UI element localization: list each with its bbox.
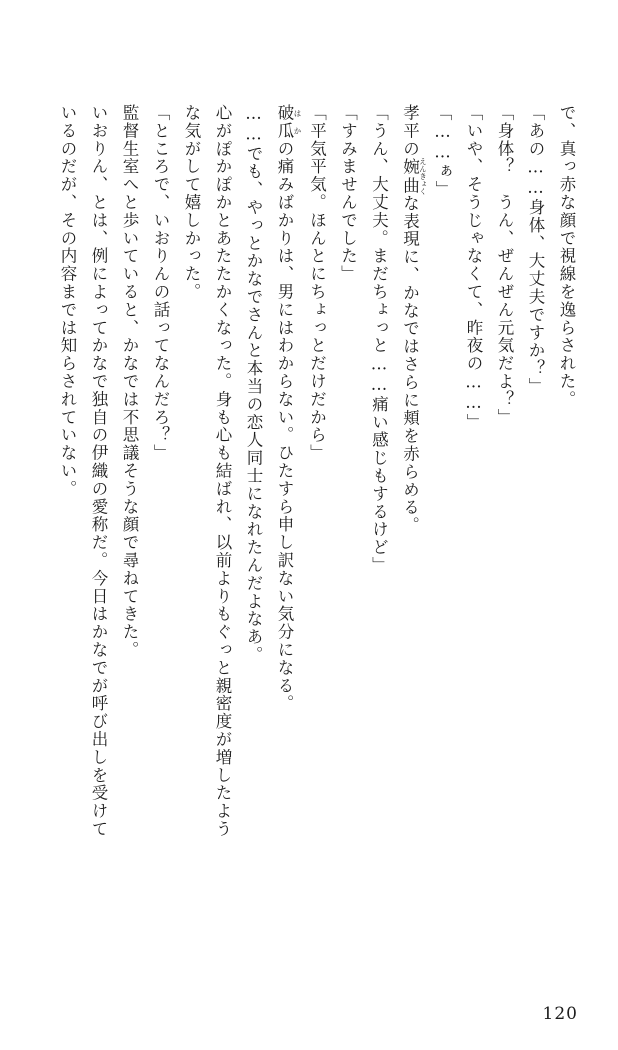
paragraph: 「平気平気。ほんとにちょっとだけだから」 (307, 104, 327, 462)
page-number: 120 (542, 1004, 578, 1024)
body-text (37, 104, 582, 984)
ruby-annotation: 破瓜 はか (275, 104, 302, 140)
paragraph: 「……ぁ」 (433, 104, 452, 199)
paragraph: いるのだが、その内容までは知らされていない。 (58, 104, 77, 498)
paragraph: ……でも、やっとかなでさんと本当の恋人同士になれたんだよなあ。 (244, 104, 263, 664)
ruby-annotation: 婉曲 えんきょく (400, 157, 428, 195)
paragraph: 「うん、大丈夫。まだちょっと……痛い感じもするけど」 (369, 104, 389, 575)
paragraph: 「ところで、いおりんの話ってなんだろ？」 (151, 104, 170, 462)
paragraph: 「いや、そうじゃなくて、昨夜の……」 (464, 104, 483, 432)
paragraph-with-ruby: 破瓜 はかの痛みばかりは、男にはわからない。ひたすら申し訳ない気分になる。 (275, 104, 302, 713)
paragraph: な気がして嬉しかった。 (182, 104, 201, 301)
paragraph: いおりん、とは、例によってかなで独自の伊織の愛称だ。今日はかなでが呼び出しを受けて (89, 104, 108, 838)
paragraph: 心がぽかぽかとあたたかくなった。身も心も結ばれ、以前よりもぐっと親密度が増したよう (213, 104, 232, 838)
paragraph-with-ruby: 孝平の婉曲 えんきょくな表現に、かなではさらに頬を赤らめる。 (400, 104, 428, 535)
paragraph: 「あの……身体、大丈夫ですか？」 (526, 104, 545, 396)
paragraph: で、真っ赤な顔で視線を逸らされた。 (557, 104, 576, 409)
paragraph: 「身体？ うん、ぜんぜん元気だよ？」 (495, 104, 514, 427)
paragraph: 監督生室へと歩いていると、かなでは不思議そうな顔で尋ねてきた。 (120, 104, 139, 659)
paragraph: 「すみませんでした」 (338, 104, 358, 283)
